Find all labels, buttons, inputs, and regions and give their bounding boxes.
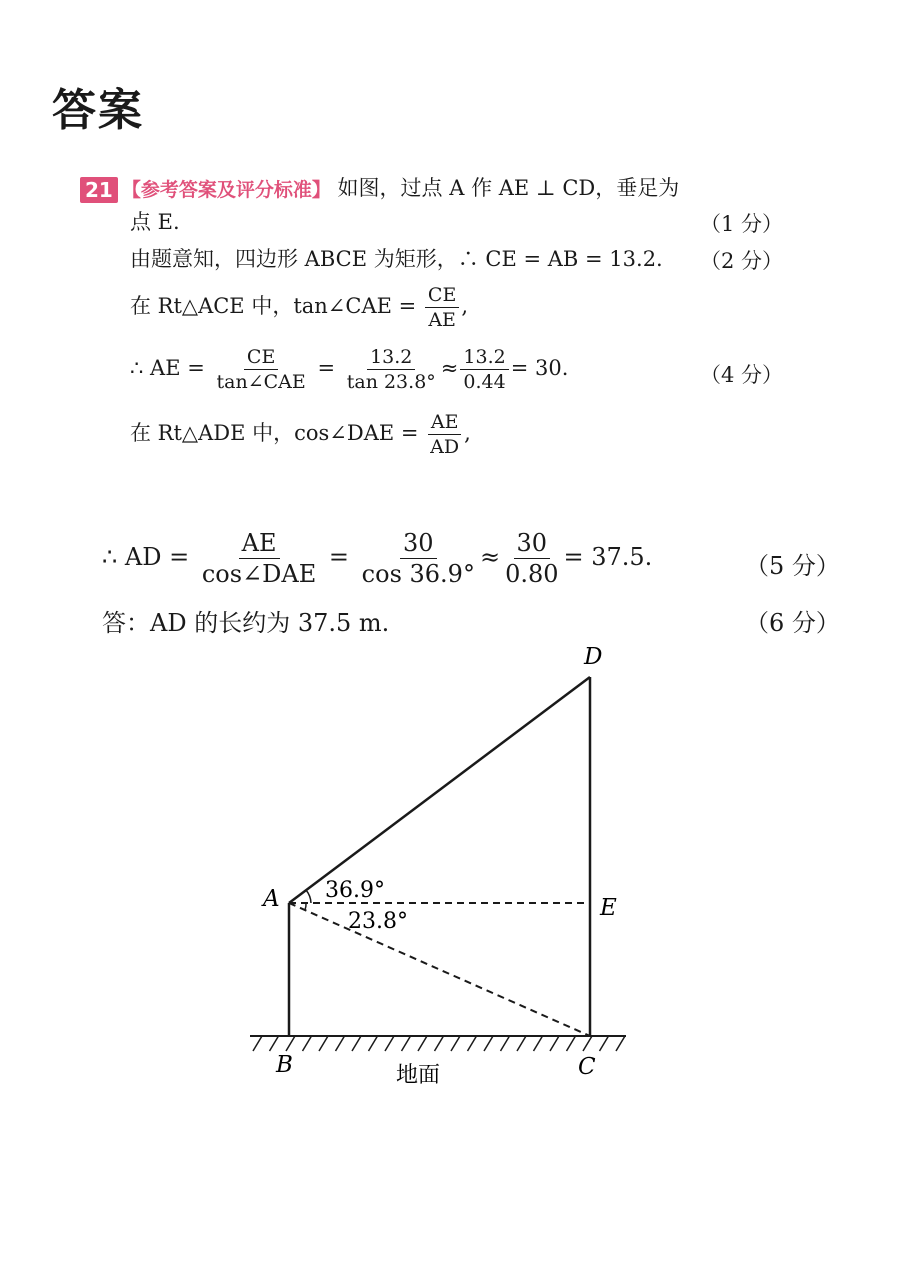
- ad-f2-num: 30: [400, 528, 437, 559]
- ae-f2-den: tan 23.8°: [346, 371, 436, 393]
- ae-prefix: ∴ AE =: [130, 356, 205, 380]
- question-number: 21: [80, 177, 118, 203]
- ad-approx: ≈: [479, 543, 501, 571]
- ground-hatching: [253, 1036, 625, 1051]
- ae-equals: =: [317, 356, 336, 380]
- hatch-mark: [336, 1036, 345, 1051]
- hatch-mark: [270, 1036, 279, 1051]
- hatch-mark: [402, 1036, 411, 1051]
- hatch-mark: [600, 1036, 609, 1051]
- hatch-mark: [451, 1036, 460, 1051]
- ad-f1-num: AE: [239, 528, 280, 559]
- ae-approx: ≈: [440, 356, 459, 380]
- tan-fraction-den: AE: [428, 309, 456, 331]
- hatch-mark: [435, 1036, 444, 1051]
- hatch-mark: [484, 1036, 493, 1051]
- ad-equals: =: [328, 543, 350, 571]
- hatch-mark: [385, 1036, 394, 1051]
- final-answer: 答：AD 的长约为 37.5 m.: [102, 609, 390, 637]
- hatch-mark: [567, 1036, 576, 1051]
- ae-f1-den: tan∠CAE: [216, 371, 306, 393]
- angle-arc-upper: [306, 890, 311, 903]
- tan-prefix: 在 Rt△ACE 中，tan∠CAE =: [130, 294, 417, 318]
- hatch-mark: [418, 1036, 427, 1051]
- ground-label: 地面: [396, 1063, 441, 1088]
- hatch-mark: [303, 1036, 312, 1051]
- angle-label-lower: 23.8°: [348, 909, 408, 934]
- cos-fraction-num: AE: [428, 410, 462, 435]
- solution-line-3: 由题意知，四边形 ABCE 为矩形，∴ CE = AB = 13.2.: [130, 247, 663, 271]
- segment-AD: [289, 677, 590, 903]
- hatch-mark: [352, 1036, 361, 1051]
- point-label-D: D: [584, 644, 603, 670]
- score-5: （5 分）: [745, 552, 840, 580]
- ad-f3-num: 30: [514, 528, 551, 559]
- tan-suffix: ,: [461, 294, 469, 318]
- ae-f3-num: 13.2: [460, 345, 508, 370]
- hatch-mark: [468, 1036, 477, 1051]
- solution-line-1: 如图，过点 A 作 AE ⊥ CD，垂足为: [337, 176, 680, 200]
- angle-arc-lower: [305, 903, 306, 910]
- page-title: 答案: [52, 85, 144, 136]
- ae-f1-num: CE: [244, 345, 278, 370]
- hatch-mark: [369, 1036, 378, 1051]
- hatch-mark: [534, 1036, 543, 1051]
- hatch-mark: [501, 1036, 510, 1051]
- point-label-E: E: [600, 895, 617, 921]
- ad-prefix: ∴ AD =: [102, 543, 190, 571]
- hatch-mark: [616, 1036, 625, 1051]
- point-label-A: A: [263, 886, 280, 912]
- point-label-C: C: [578, 1054, 596, 1080]
- point-label-B: B: [276, 1052, 293, 1078]
- cos-prefix: 在 Rt△ADE 中，cos∠DAE =: [130, 421, 419, 445]
- hatch-mark: [286, 1036, 295, 1051]
- hatch-mark: [583, 1036, 592, 1051]
- ad-f2-den: cos 36.9°: [361, 560, 475, 588]
- ae-result: = 30.: [510, 356, 569, 380]
- ae-f3-den: 0.44: [463, 371, 506, 393]
- ad-f3-den: 0.80: [505, 560, 559, 588]
- cos-suffix: ,: [464, 421, 471, 445]
- hatch-mark: [517, 1036, 526, 1051]
- ad-f1-den: cos∠DAE: [201, 560, 317, 588]
- hatch-mark: [253, 1036, 262, 1051]
- ae-f2-num: 13.2: [367, 345, 415, 370]
- reference-answer-badge: 【参考答案及评分标准】: [121, 178, 331, 201]
- angle-label-upper: 36.9°: [325, 878, 385, 903]
- solution-line-2: 点 E.: [130, 210, 180, 234]
- ad-result: = 37.5.: [563, 543, 653, 571]
- hatch-mark: [550, 1036, 559, 1051]
- cos-fraction-den: AD: [430, 436, 460, 458]
- tan-fraction-num: CE: [425, 283, 459, 308]
- score-4: （4 分）: [700, 363, 784, 387]
- segment-AC: [289, 903, 590, 1036]
- score-2: （2 分）: [700, 249, 784, 273]
- score-6: （6 分）: [745, 609, 840, 637]
- score-1: （1 分）: [700, 212, 784, 236]
- hatch-mark: [319, 1036, 328, 1051]
